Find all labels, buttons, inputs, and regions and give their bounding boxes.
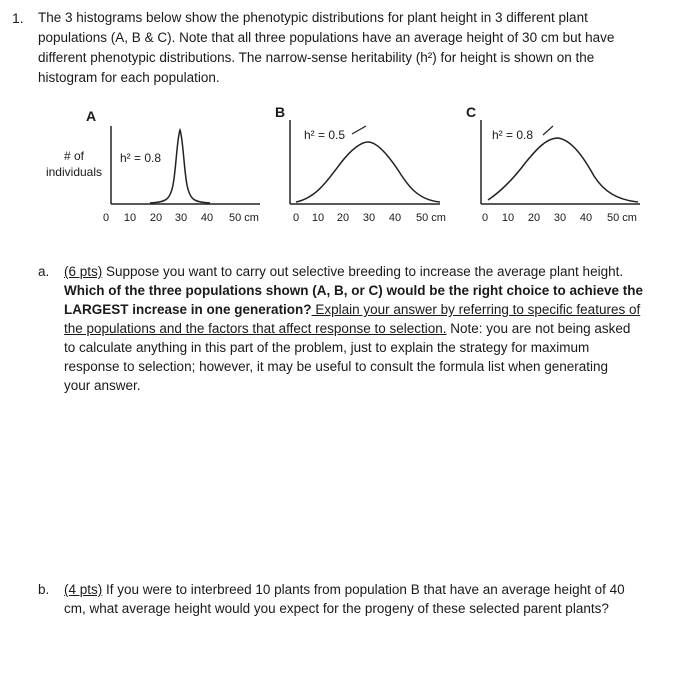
part-a-label: a. xyxy=(38,264,50,279)
part-a-points: (6 pts) xyxy=(64,264,103,279)
panel-b-h2-pointer xyxy=(352,126,366,134)
part-b-line xyxy=(64,580,674,599)
x-tick-label: 20 xyxy=(336,212,350,224)
x-tick-label: 0 xyxy=(481,212,489,224)
part-b-line: cm, what average height would you expect for the progeny of these selected parent plants? xyxy=(64,601,609,616)
part-b-body xyxy=(64,580,674,618)
intro-line: The 3 histograms below show the phenotypic distributions for plant height in 3 different plant xyxy=(38,10,588,25)
x-tick-label: 30 xyxy=(553,212,567,224)
x-tick-label: 40 xyxy=(200,212,214,224)
intro-line: histogram for each population. xyxy=(38,70,220,85)
panel-c-letter: C xyxy=(466,104,477,120)
panel-c-h2-pointer xyxy=(543,126,553,135)
x-tick-label: 40 xyxy=(388,212,402,224)
intro-line: different phenotypic distributions. The narrow-sense heritability (h²) for height is shown on the xyxy=(38,50,595,65)
intro-line: populations (A, B & C). Note that all three populations have an average height of 30 cm but have xyxy=(38,30,615,45)
part-b-label: b. xyxy=(38,582,50,597)
y-axis-label-line: individuals xyxy=(45,165,103,179)
part-a-line: response to selection; however, it may be useful to consult the formula list when generating xyxy=(64,359,609,374)
x-tick-label: 40 xyxy=(579,212,593,224)
x-tick-label: 20 xyxy=(149,212,163,224)
part-a-note-text: Note: you are not being asked xyxy=(446,321,631,336)
part-a-underlined-text: the populations and the factors that affect response to selection. xyxy=(64,321,447,336)
panel-a-axes xyxy=(111,126,260,204)
panel-a-h2-label: h² = 0.8 xyxy=(120,151,162,165)
panel-a-letter: A xyxy=(86,108,97,124)
part-a-line1-text: Suppose you want to carry out selective breeding to increase the average plant height. xyxy=(102,264,624,279)
part-a-line xyxy=(64,300,674,319)
panel-b-h2-label: h² = 0.5 xyxy=(304,128,346,142)
x-tick-label: 30 xyxy=(174,212,188,224)
part-a-body xyxy=(64,262,674,395)
part-a-line xyxy=(64,262,674,281)
panel-c-curve xyxy=(488,138,638,202)
part-b-line1-text: If you were to interbreed 10 plants from population B that have an average height of 40 xyxy=(102,582,625,597)
panel-a-curve xyxy=(150,130,210,203)
panel-c-h2-label: h² = 0.8 xyxy=(492,128,534,142)
x-tick-label: 0 xyxy=(292,212,300,224)
part-a-bold-text: LARGEST increase in one generation? xyxy=(64,302,312,317)
part-b-points: (4 pts) xyxy=(64,582,103,597)
y-axis-label xyxy=(42,148,106,180)
part-a-line: your answer. xyxy=(64,378,141,393)
x-tick-label: 30 xyxy=(362,212,376,224)
part-a-underlined-text: Explain your answer by referring to specific features of xyxy=(311,302,641,317)
x-tick-label: 0 xyxy=(102,212,110,224)
x-tick-label: 20 xyxy=(527,212,541,224)
x-tick-label: 50 cm xyxy=(416,212,446,224)
part-a xyxy=(38,262,678,402)
part-b xyxy=(38,580,678,624)
x-tick-label: 10 xyxy=(311,212,325,224)
part-a-line xyxy=(64,319,674,338)
part-a-line: Which of the three populations shown (A, B, or C) would be the right choice to achieve the xyxy=(64,283,644,298)
y-axis-label-line: # of xyxy=(63,149,84,163)
panel-b-letter: B xyxy=(275,104,286,120)
x-tick-label: 10 xyxy=(501,212,515,224)
x-tick-label: 50 cm xyxy=(229,212,259,224)
x-tick-label: 50 cm xyxy=(607,212,637,224)
question-number: 1. xyxy=(12,10,24,26)
panel-b-curve xyxy=(296,142,440,202)
x-tick-label: 10 xyxy=(123,212,137,224)
part-a-line: to calculate anything in this part of the problem, just to explain the strategy for maximum xyxy=(64,340,590,355)
